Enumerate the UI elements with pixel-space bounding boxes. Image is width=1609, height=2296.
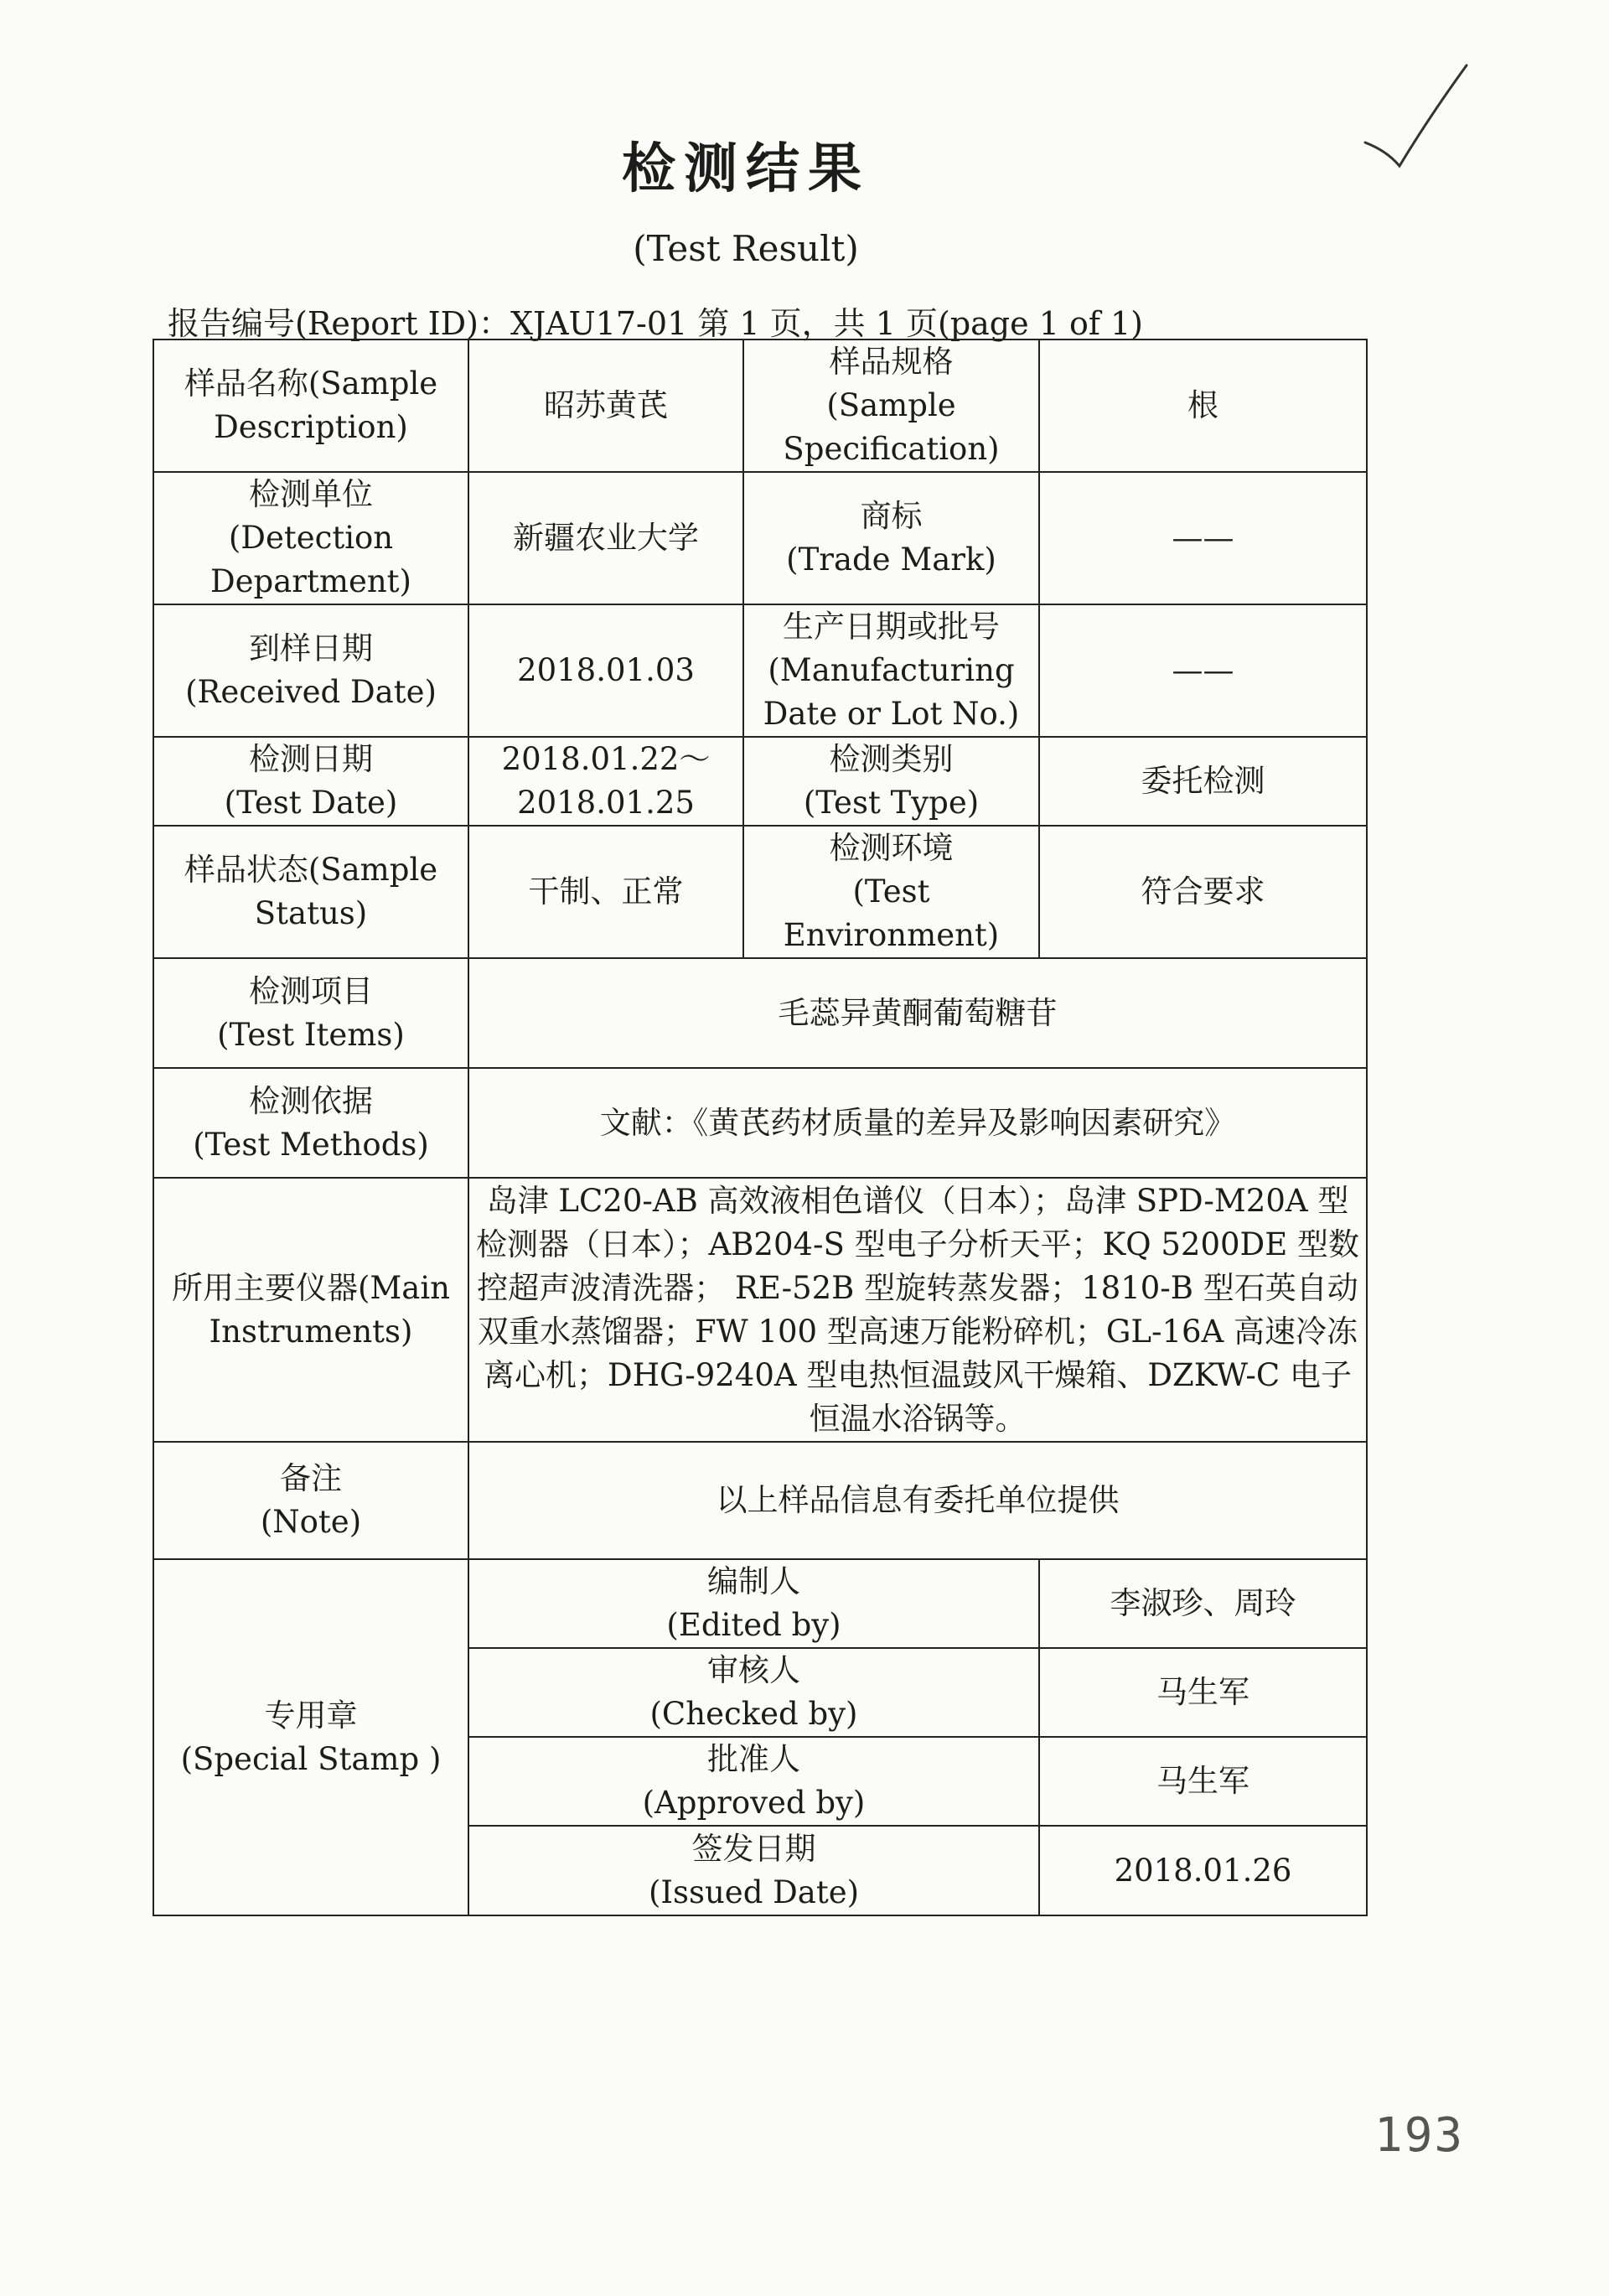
approved-by-value: 马生军 <box>1039 1737 1367 1826</box>
table-row <box>153 1068 1367 1178</box>
issued-date-label: 签发日期 (Issued Date) <box>468 1826 1039 1915</box>
table-row <box>153 472 1367 604</box>
test-type-label: 检测类别 (Test Type) <box>743 737 1039 826</box>
detection-department-label: 检测单位 (Detection Department) <box>153 472 468 604</box>
test-items-value: 毛蕊异黄酮葡萄糖苷 <box>468 958 1367 1068</box>
manufacturing-value: —— <box>1039 604 1367 737</box>
test-environment-label: 检测环境 (Test Environment) <box>743 826 1039 958</box>
sample-status-value: 干制、正常 <box>468 826 743 958</box>
test-result-table <box>153 339 1368 1916</box>
sample-specification-label: 样品规格 (Sample Specification) <box>743 339 1039 472</box>
sample-status-label: 样品状态(Sample Status) <box>153 826 468 958</box>
report-id-line: 报告编号(Report ID)：XJAU17-01 第 1 页，共 1 页(page 1 of 1) <box>168 305 1143 342</box>
approved-by-label: 批准人 (Approved by) <box>468 1737 1039 1826</box>
checkmark-icon <box>1362 59 1479 176</box>
issued-date-value: 2018.01.26 <box>1039 1826 1367 1915</box>
trade-mark-label: 商标 (Trade Mark) <box>743 472 1039 604</box>
table-row <box>153 1442 1367 1559</box>
note-value: 以上样品信息有委托单位提供 <box>468 1442 1367 1559</box>
note-label: 备注 (Note) <box>153 1442 468 1559</box>
table-row <box>153 1178 1367 1442</box>
table-row <box>153 1559 1367 1648</box>
test-items-label: 检测项目 (Test Items) <box>153 958 468 1068</box>
test-methods-value: 文献：《黄芪药材质量的差异及影响因素研究》 <box>468 1068 1367 1178</box>
page-subtitle: (Test Result) <box>633 228 859 269</box>
test-type-value: 委托检测 <box>1039 737 1367 826</box>
page-title: 检测结果 <box>622 138 870 200</box>
test-date-value: 2018.01.22～ 2018.01.25 <box>468 737 743 826</box>
test-date-label: 检测日期 (Test Date) <box>153 737 468 826</box>
main-instruments-value: 岛津 LC20-AB 高效液相色谱仪（日本）；岛津 SPD-M20A 型检测器（日本）；AB204-S 型电子分析天平；KQ 5200DE 型数控超声波清洗器； RE-52B 型旋转蒸发器；1810-B 型石英自动双重水蒸馏器；FW 100 型高速万能粉碎机；GL-16A 高速冷冻离心机；DHG-9240A 型电热恒温鼓风干燥箱、DZKW-C 电子恒温水浴锅等。 <box>468 1178 1367 1442</box>
edited-by-value: 李淑珍、周玲 <box>1039 1559 1367 1648</box>
test-methods-label: 检测依据 (Test Methods) <box>153 1068 468 1178</box>
main-instruments-label: 所用主要仪器(Main Instruments) <box>153 1178 468 1442</box>
special-stamp-label: 专用章 (Special Stamp ) <box>153 1559 468 1915</box>
checked-by-label: 审核人 (Checked by) <box>468 1648 1039 1737</box>
sample-description-label: 样品名称(Sample Description) <box>153 339 468 472</box>
received-date-value: 2018.01.03 <box>468 604 743 737</box>
edited-by-label: 编制人 (Edited by) <box>468 1559 1039 1648</box>
detection-department-value: 新疆农业大学 <box>468 472 743 604</box>
sample-specification-value: 根 <box>1039 339 1367 472</box>
table-row <box>153 737 1367 826</box>
table-row <box>153 604 1367 737</box>
table-row <box>153 958 1367 1068</box>
table-row <box>153 339 1367 472</box>
table-row <box>153 826 1367 958</box>
page-number: 193 <box>1374 2108 1465 2163</box>
sample-description-value: 昭苏黄芪 <box>468 339 743 472</box>
trade-mark-value: —— <box>1039 472 1367 604</box>
checked-by-value: 马生军 <box>1039 1648 1367 1737</box>
received-date-label: 到样日期 (Received Date) <box>153 604 468 737</box>
manufacturing-label: 生产日期或批号 (Manufacturing Date or Lot No.) <box>743 604 1039 737</box>
test-environment-value: 符合要求 <box>1039 826 1367 958</box>
